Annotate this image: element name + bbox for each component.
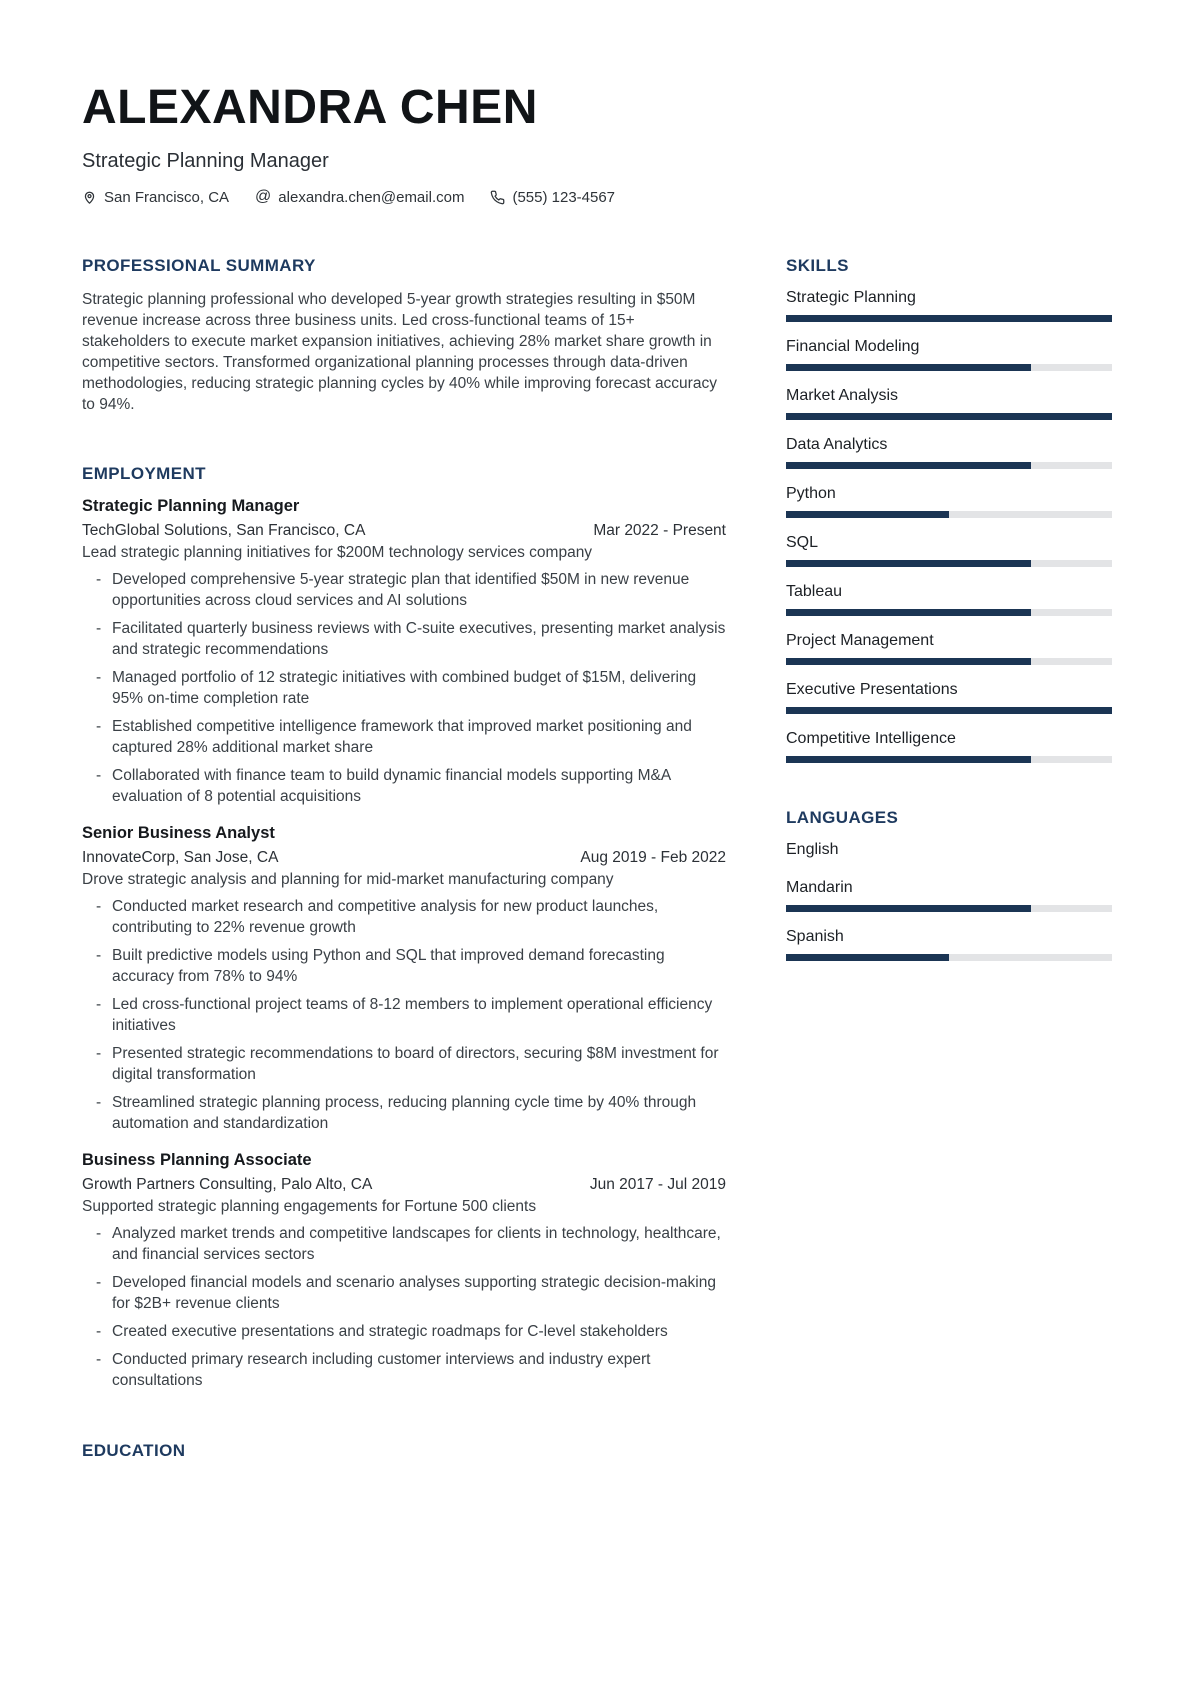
skill-bar-track <box>786 756 1112 763</box>
bullet-item: - Streamlined strategic planning process, reducing planning cycle time by 40% through automation and standardization <box>82 1092 726 1134</box>
skill-bar-track <box>786 462 1112 469</box>
bullet-item: - Conducted primary research including customer interviews and industry expert consultations <box>82 1349 726 1391</box>
skill-bar-track <box>786 658 1112 665</box>
bullet-item: - Facilitated quarterly business reviews with C-suite executives, presenting market analysis and strategic recommendations <box>82 618 726 660</box>
skill-item <box>786 730 1112 763</box>
skill-label: Project Management <box>786 631 934 649</box>
phone-icon <box>490 190 505 205</box>
bullet-item: - Analyzed market trends and competitive landscapes for clients in technology, healthcare, and financial services sectors <box>82 1223 726 1265</box>
bullet-item: - Created executive presentations and strategic roadmaps for C-level stakeholders <box>82 1321 726 1342</box>
languages-section <box>786 808 1112 961</box>
skills-list <box>786 289 1112 763</box>
job-company: InnovateCorp, San Jose, CA <box>82 848 279 866</box>
skill-bar-fill <box>786 707 1112 714</box>
summary-text: Strategic planning professional who developed 5-year growth strategies resulting in $50M revenue increase across three business units. Led cross-functional teams of 15+ stakeholders to execute market expansion initiatives, achieving 28% market share growth in competitive sectors. Transformed organizational planning processes through data-driven methodologies, reducing strategic planning cycles by 40% while improving forecast accuracy to 94%. <box>82 290 717 413</box>
education-section <box>82 1441 726 1461</box>
skill-bar-fill <box>786 462 1031 469</box>
job-dates: Mar 2022 - Present <box>593 521 726 539</box>
skill-bar-fill <box>786 413 1112 420</box>
skills-heading: SKILLS <box>786 255 849 275</box>
summary-section <box>82 256 726 415</box>
skill-item <box>786 632 1112 665</box>
skill-label: Competitive Intelligence <box>786 729 956 747</box>
skill-item <box>786 485 1112 518</box>
job-summary: Lead strategic planning initiatives for $200M technology services company <box>82 543 593 561</box>
job-entry <box>82 824 726 1134</box>
education-heading: EDUCATION <box>82 1440 186 1460</box>
skill-item <box>786 928 1112 961</box>
resume-body <box>82 256 1112 1474</box>
skill-label: Financial Modeling <box>786 337 920 355</box>
skill-bar-fill <box>786 511 949 518</box>
skill-bar-fill <box>786 609 1031 616</box>
skill-item <box>786 387 1112 420</box>
skill-bar-fill <box>786 905 1031 912</box>
skill-bar-track <box>786 413 1112 420</box>
skill-label: SQL <box>786 533 819 551</box>
at-sign-icon: @ <box>255 188 272 206</box>
skill-label: Strategic Planning <box>786 288 916 306</box>
skill-bar-track <box>786 560 1112 567</box>
skill-label: Market Analysis <box>786 386 899 404</box>
job-summary: Supported strategic planning engagements for Fortune 500 clients <box>82 1197 537 1215</box>
skill-item <box>786 534 1112 567</box>
job-company: TechGlobal Solutions, San Francisco, CA <box>82 521 366 539</box>
job-bullets <box>82 896 726 1134</box>
skill-item <box>786 436 1112 469</box>
job-dates: Aug 2019 - Feb 2022 <box>580 848 726 866</box>
resume-header <box>82 82 1112 206</box>
job-bullets <box>82 1223 726 1391</box>
job-title: Senior Business Analyst <box>82 823 275 842</box>
skill-item <box>786 583 1112 616</box>
skills-section <box>786 256 1112 763</box>
skill-label: Python <box>786 484 836 502</box>
skill-bar-track <box>786 364 1112 371</box>
skill-item <box>786 338 1112 371</box>
job-company-row <box>82 849 726 867</box>
job-title: Business Planning Associate <box>82 1150 312 1169</box>
skill-item <box>786 841 1112 859</box>
skill-label: Data Analytics <box>786 435 888 453</box>
skill-bar-fill <box>786 658 1031 665</box>
skill-label: Spanish <box>786 927 844 945</box>
skill-bar-track <box>786 905 1112 912</box>
jobs-list <box>82 497 726 1391</box>
main-column <box>82 256 726 1474</box>
contact-location-text: San Francisco, CA <box>104 188 230 206</box>
skill-bar-fill <box>786 315 1112 322</box>
bullet-item: - Led cross-functional project teams of 8-12 members to implement operational efficiency initiatives <box>82 994 726 1036</box>
bullet-item: - Presented strategic recommendations to board of directors, securing $8M investment for digital transformation <box>82 1043 726 1085</box>
skill-bar-track <box>786 511 1112 518</box>
skill-label: Tableau <box>786 582 843 600</box>
summary-heading: PROFESSIONAL SUMMARY <box>82 255 316 275</box>
employment-section <box>82 464 726 1391</box>
job-company: Growth Partners Consulting, Palo Alto, CA <box>82 1175 373 1193</box>
job-entry <box>82 497 726 807</box>
job-company-row <box>82 1176 726 1194</box>
languages-list <box>786 841 1112 961</box>
job-summary: Drove strategic analysis and planning for mid-market manufacturing company <box>82 870 614 888</box>
skill-item <box>786 681 1112 714</box>
bullet-item: - Collaborated with finance team to build dynamic financial models supporting M&A evaluation of 8 potential acquisitions <box>82 765 726 807</box>
skill-bar-track <box>786 954 1112 961</box>
contact-email-text: alexandra.chen@email.com <box>278 188 465 206</box>
skill-bar-fill <box>786 954 949 961</box>
person-title: Strategic Planning Manager <box>82 149 329 172</box>
contact-row <box>82 189 1112 206</box>
job-title: Strategic Planning Manager <box>82 496 300 515</box>
employment-heading: EMPLOYMENT <box>82 463 206 483</box>
bullet-item: - Developed comprehensive 5-year strategic plan that identified $50M in new revenue opportunities across cloud services and AI solutions <box>82 569 726 611</box>
skill-item <box>786 879 1112 912</box>
side-column <box>786 256 1112 1474</box>
bullet-item: - Built predictive models using Python and SQL that improved demand forecasting accuracy from 78% to 94% <box>82 945 726 987</box>
contact-phone <box>490 189 615 206</box>
job-entry <box>82 1151 726 1391</box>
bullet-item: - Conducted market research and competitive analysis for new product launches, contributing to 22% revenue growth <box>82 896 726 938</box>
contact-location <box>82 189 229 206</box>
skill-bar-track <box>786 315 1112 322</box>
skill-bar-fill <box>786 560 1031 567</box>
bullet-item: - Developed financial models and scenario analyses supporting strategic decision-making for $2B+ revenue clients <box>82 1272 726 1314</box>
skill-bar-track <box>786 609 1112 616</box>
contact-phone-text: (555) 123-4567 <box>512 188 616 206</box>
skill-label: Executive Presentations <box>786 680 958 698</box>
skill-bar-fill <box>786 756 1031 763</box>
job-company-row <box>82 522 726 540</box>
contact-email <box>255 189 464 206</box>
bullet-item: - Managed portfolio of 12 strategic initiatives with combined budget of $15M, delivering 95% on-time completion rate <box>82 667 726 709</box>
skill-item <box>786 289 1112 322</box>
person-name: ALEXANDRA CHEN <box>82 81 538 134</box>
languages-heading: LANGUAGES <box>786 807 899 827</box>
bullet-item: - Established competitive intelligence framework that improved market positioning and captured 28% additional market share <box>82 716 726 758</box>
skill-label: Mandarin <box>786 878 853 896</box>
job-bullets <box>82 569 726 807</box>
skill-bar-track <box>786 707 1112 714</box>
location-pin-icon <box>82 190 97 205</box>
skill-bar-fill <box>786 364 1031 371</box>
skill-label: English <box>786 840 839 858</box>
job-dates: Jun 2017 - Jul 2019 <box>589 1175 726 1193</box>
